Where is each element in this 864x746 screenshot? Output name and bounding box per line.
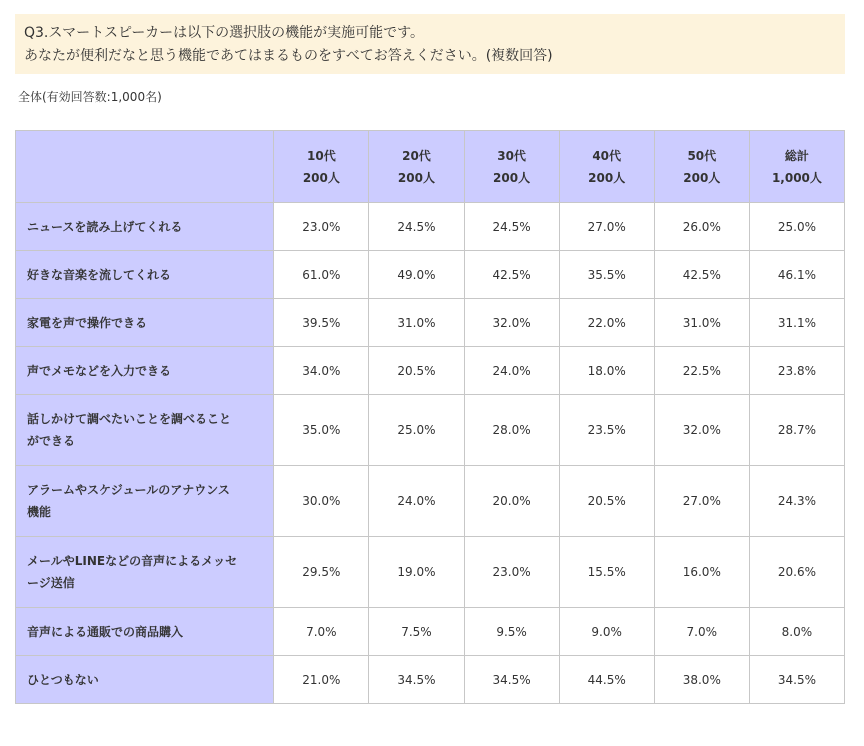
value-cell: 20.5% [559, 466, 654, 537]
value-cell: 22.5% [654, 347, 749, 395]
value-cell: 24.3% [749, 466, 844, 537]
value-cell: 15.5% [559, 537, 654, 608]
value-cell: 32.0% [654, 395, 749, 466]
value-cell: 34.5% [369, 656, 464, 704]
table-row [16, 347, 845, 395]
value-cell: 34.5% [464, 656, 559, 704]
row-label-line: 声でメモなどを入力できる [27, 363, 172, 378]
column-header-age: 30代 [497, 148, 526, 163]
value-cell: 31.1% [749, 299, 844, 347]
value-cell: 26.0% [654, 203, 749, 251]
value-cell: 61.0% [274, 251, 369, 299]
column-header [464, 131, 559, 203]
value-cell: 34.5% [749, 656, 844, 704]
respondent-base-note: 全体(有効回答数:1,000名) [18, 90, 162, 104]
value-cell: 27.0% [654, 466, 749, 537]
value-cell: 18.0% [559, 347, 654, 395]
value-cell: 23.5% [559, 395, 654, 466]
value-cell: 23.0% [464, 537, 559, 608]
column-header [369, 131, 464, 203]
column-header-count: 1,000人 [771, 170, 822, 185]
value-cell: 8.0% [749, 608, 844, 656]
value-cell: 20.0% [464, 466, 559, 537]
value-cell: 44.5% [559, 656, 654, 704]
column-header-count: 200人 [683, 170, 721, 185]
value-cell: 9.0% [559, 608, 654, 656]
value-cell: 21.0% [274, 656, 369, 704]
value-cell: 20.6% [749, 537, 844, 608]
value-cell: 32.0% [464, 299, 559, 347]
row-label-line: アラームやスケジュールのアナウンス [27, 483, 230, 497]
row-label-line: 好きな音楽を流してくれる [27, 267, 172, 282]
header-row [16, 131, 845, 203]
question-line-2: あなたが便利だなと思う機能であてはまるものをすべてお答えください。(複数回答) [24, 48, 553, 64]
row-label [16, 251, 274, 299]
table-row [16, 466, 845, 537]
value-cell: 20.5% [369, 347, 464, 395]
value-cell: 29.5% [274, 537, 369, 608]
value-cell: 28.7% [749, 395, 844, 466]
value-cell: 24.5% [464, 203, 559, 251]
row-label-line: ニュースを読み上げてくれる [27, 219, 183, 234]
value-cell: 35.5% [559, 251, 654, 299]
row-label [16, 203, 274, 251]
column-header-count: 200人 [302, 170, 340, 185]
table-row [16, 299, 845, 347]
value-cell: 39.5% [274, 299, 369, 347]
row-label-line: メールやLINEなどの音声によるメッセ [27, 554, 238, 568]
header-corner-cell [16, 131, 274, 203]
table-row [16, 203, 845, 251]
column-header-count: 200人 [493, 170, 531, 185]
row-label [16, 395, 274, 466]
row-label-line: 家電を声で操作できる [27, 315, 148, 330]
value-cell: 31.0% [654, 299, 749, 347]
column-header-age: 50代 [687, 148, 717, 163]
value-cell: 9.5% [464, 608, 559, 656]
table-row [16, 608, 845, 656]
row-label-line: 話しかけて調べたいことを調べること [27, 412, 232, 426]
value-cell: 25.0% [749, 203, 844, 251]
value-cell: 24.5% [369, 203, 464, 251]
row-label [16, 299, 274, 347]
value-cell: 27.0% [559, 203, 654, 251]
value-cell: 35.0% [274, 395, 369, 466]
question-line-1: Q3.スマートスピーカーは以下の選択肢の機能が実施可能です。 [24, 25, 424, 41]
value-cell: 23.0% [274, 203, 369, 251]
value-cell: 31.0% [369, 299, 464, 347]
value-cell: 19.0% [369, 537, 464, 608]
value-cell: 34.0% [274, 347, 369, 395]
row-label [16, 537, 274, 608]
table-row [16, 251, 845, 299]
value-cell: 28.0% [464, 395, 559, 466]
column-header-age: 10代 [307, 148, 336, 163]
column-header [274, 131, 369, 203]
row-label [16, 608, 274, 656]
value-cell: 49.0% [369, 251, 464, 299]
results-table [15, 130, 845, 704]
column-header-count: 200人 [588, 170, 626, 185]
row-label [16, 466, 274, 537]
column-header [749, 131, 844, 203]
value-cell: 16.0% [654, 537, 749, 608]
row-label-line: 機能 [27, 505, 52, 519]
table-row [16, 537, 845, 608]
row-label-line: ができる [27, 434, 76, 448]
value-cell: 7.0% [654, 608, 749, 656]
row-label-line: 音声による通販での商品購入 [27, 624, 184, 639]
value-cell: 7.0% [274, 608, 369, 656]
column-header [559, 131, 654, 203]
row-label-line: ひとつもない [27, 672, 99, 687]
value-cell: 22.0% [559, 299, 654, 347]
value-cell: 42.5% [654, 251, 749, 299]
table-row [16, 395, 845, 466]
column-header-count: 200人 [397, 170, 435, 185]
question-box [15, 14, 845, 74]
value-cell: 42.5% [464, 251, 559, 299]
value-cell: 25.0% [369, 395, 464, 466]
value-cell: 7.5% [369, 608, 464, 656]
row-label [16, 656, 274, 704]
column-header-age: 総計 [784, 148, 809, 163]
column-header-age: 40代 [592, 148, 622, 163]
row-label [16, 347, 274, 395]
value-cell: 46.1% [749, 251, 844, 299]
column-header [654, 131, 749, 203]
value-cell: 23.8% [749, 347, 844, 395]
row-label-line: ージ送信 [27, 576, 75, 590]
value-cell: 30.0% [274, 466, 369, 537]
value-cell: 24.0% [464, 347, 559, 395]
value-cell: 38.0% [654, 656, 749, 704]
column-header-age: 20代 [402, 148, 431, 163]
table-row [16, 656, 845, 704]
value-cell: 24.0% [369, 466, 464, 537]
